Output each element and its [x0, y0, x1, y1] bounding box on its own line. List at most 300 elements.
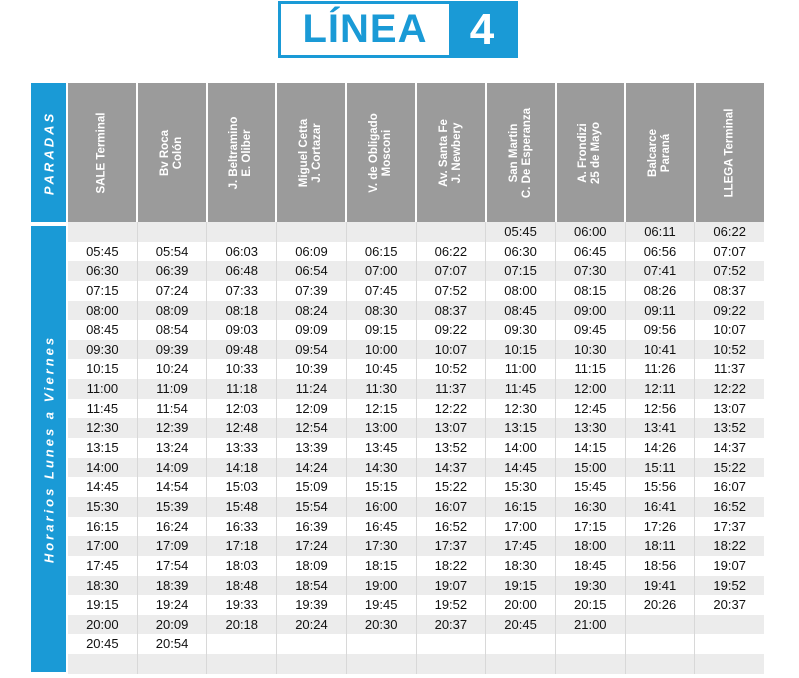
time-cell: 05:54: [138, 242, 208, 262]
time-cell: 09:48: [207, 340, 277, 360]
time-cell: 17:37: [417, 536, 487, 556]
table-row: [68, 359, 764, 379]
time-cell: 09:30: [486, 320, 556, 340]
time-cell: 14:00: [486, 438, 556, 458]
time-cell: 11:15: [556, 359, 626, 379]
time-cell: 15:30: [68, 497, 138, 517]
stop-name: [228, 116, 254, 189]
time-cell: 13:07: [713, 400, 746, 416]
time-cell: [626, 615, 696, 635]
time-cell: 17:45: [486, 536, 556, 556]
time-cell: 11:24: [277, 379, 347, 399]
stops-header: [68, 83, 764, 222]
time-cell: 11:37: [417, 379, 487, 399]
time-cell: 09:00: [556, 301, 626, 321]
stop-name-line: E. Oliber: [241, 128, 254, 177]
time-cell: 08:15: [556, 281, 626, 301]
time-cell: 10:45: [347, 359, 417, 379]
table-row: [68, 340, 764, 360]
time-cell: 07:41: [626, 261, 696, 281]
time-cell: 06:30: [486, 242, 556, 262]
time-cell: 12:54: [277, 418, 347, 438]
time-cell: 07:24: [138, 281, 208, 301]
time-cell: 19:15: [68, 595, 138, 615]
time-cell: 09:11: [626, 301, 696, 321]
stop-name: [95, 112, 108, 193]
time-cell: 13:15: [486, 418, 556, 438]
time-cell: 15:54: [277, 497, 347, 517]
time-cell: 20:37: [417, 615, 487, 635]
stop-name-line: Bv Roca: [158, 129, 171, 176]
time-cell: [207, 654, 277, 674]
time-cell: 12:11: [626, 379, 696, 399]
stop-name-line: LLEGA Terminal: [723, 108, 736, 197]
time-cell: 17:45: [68, 556, 138, 576]
stop-name-line: Paraná: [660, 133, 673, 172]
time-cell: 11:26: [626, 359, 696, 379]
time-cell: 11:45: [68, 399, 138, 419]
time-cell: 13:07: [417, 418, 487, 438]
time-cell: 09:22: [713, 302, 746, 318]
time-cell: 10:52: [417, 359, 487, 379]
time-cell: 07:07: [417, 261, 487, 281]
time-cell: 15:48: [207, 497, 277, 517]
time-cell: [626, 634, 696, 654]
time-cell: 12:22: [417, 399, 487, 419]
stops-label: PARADAS: [41, 110, 56, 195]
stop-name-line: 25 de Mayo: [590, 121, 603, 184]
time-cell: 18:48: [207, 576, 277, 596]
time-cell: 10:39: [277, 359, 347, 379]
time-cell: 19:39: [277, 595, 347, 615]
time-cell: 09:30: [68, 340, 138, 360]
time-cell: 17:26: [626, 517, 696, 537]
stop-name-line: Miguel Cetta: [298, 118, 311, 187]
time-cell: 20:15: [556, 595, 626, 615]
stop-name-line: Av. Santa Fe: [437, 118, 450, 187]
time-cell: 09:39: [138, 340, 208, 360]
time-cell: 16:52: [417, 517, 487, 537]
time-cell: 12:03: [207, 399, 277, 419]
time-cell: 16:07: [417, 497, 487, 517]
table-row: [68, 576, 764, 596]
time-cell: [695, 634, 764, 654]
time-cell: 18:09: [277, 556, 347, 576]
time-cell: 17:15: [556, 517, 626, 537]
time-cell: [556, 654, 626, 674]
time-cell: 14:26: [626, 438, 696, 458]
schedule-label: Horarios Lunes a Viernes: [41, 334, 56, 564]
time-cell: 12:45: [556, 399, 626, 419]
time-cell: 09:22: [417, 320, 487, 340]
time-cell: 20:09: [138, 615, 208, 635]
table-row: [68, 536, 764, 556]
time-cell: 10:07: [417, 340, 487, 360]
stop-name-line: San Martin: [507, 123, 520, 182]
table-row: [68, 281, 764, 301]
time-cell: 14:24: [277, 458, 347, 478]
stop-name: [577, 122, 603, 184]
time-cell: 12:39: [138, 418, 208, 438]
time-cell: 20:24: [277, 615, 347, 635]
time-cell: 19:45: [347, 595, 417, 615]
time-cell: 19:33: [207, 595, 277, 615]
time-cell: 13:45: [347, 438, 417, 458]
time-cell: 20:45: [68, 634, 138, 654]
table-row: [68, 477, 764, 497]
time-cell: 09:56: [626, 320, 696, 340]
time-cell: [626, 654, 696, 674]
time-cell: 12:30: [486, 399, 556, 419]
time-cell: [347, 634, 417, 654]
time-cell: 11:30: [347, 379, 417, 399]
time-cell: 12:00: [556, 379, 626, 399]
stop-name: [438, 119, 464, 187]
time-cell: 18:54: [277, 576, 347, 596]
time-cell: 17:00: [486, 517, 556, 537]
time-cell: 19:52: [713, 577, 746, 593]
time-cell: 08:37: [713, 282, 746, 298]
stop-header-7: [557, 83, 625, 222]
time-cell: 18:22: [417, 556, 487, 576]
table-row: [68, 261, 764, 281]
time-cell: 17:24: [277, 536, 347, 556]
time-cell: 20:37: [713, 597, 746, 613]
table-row: [68, 615, 764, 635]
time-cell: 19:30: [556, 576, 626, 596]
time-cell: 16:52: [713, 498, 746, 514]
time-cell: 18:22: [713, 538, 746, 554]
time-cell: [695, 615, 764, 635]
stop-name-line: SALE Terminal: [95, 112, 108, 193]
time-cell: 06:56: [626, 242, 696, 262]
time-cell: 09:54: [277, 340, 347, 360]
time-cell: 15:22: [417, 477, 487, 497]
stop-header-0: [68, 83, 136, 222]
time-cell: 07:39: [277, 281, 347, 301]
timetable: [68, 222, 764, 674]
table-row: [68, 301, 764, 321]
stop-name-line: J. Newbery: [450, 122, 463, 183]
time-cell: 06:39: [138, 261, 208, 281]
time-cell: 12:48: [207, 418, 277, 438]
table-row: [68, 595, 764, 615]
time-cell: 07:15: [68, 281, 138, 301]
time-cell: [417, 654, 487, 674]
time-cell: 07:33: [207, 281, 277, 301]
time-cell: 16:41: [626, 497, 696, 517]
time-cell: 11:09: [138, 379, 208, 399]
time-cell: 16:07: [713, 479, 746, 495]
time-cell: 16:15: [68, 517, 138, 537]
stop-name: [647, 129, 673, 177]
time-cell: 14:45: [486, 458, 556, 478]
time-cell: 18:56: [626, 556, 696, 576]
time-cell: 14:37: [417, 458, 487, 478]
time-cell: 15:09: [277, 477, 347, 497]
stop-header-3: [277, 83, 345, 222]
time-cell: 17:00: [68, 536, 138, 556]
title-word: LÍNEA: [302, 7, 428, 51]
time-cell: [486, 634, 556, 654]
time-cell: 15:22: [713, 459, 746, 475]
stop-name: [368, 113, 394, 192]
time-cell: 19:24: [138, 595, 208, 615]
time-cell: 06:45: [556, 242, 626, 262]
time-cell: 16:39: [277, 517, 347, 537]
stop-header-4: [347, 83, 415, 222]
time-cell: 12:30: [68, 418, 138, 438]
time-cell: 18:39: [138, 576, 208, 596]
time-cell: 14:09: [138, 458, 208, 478]
time-cell: 09:45: [556, 320, 626, 340]
time-cell: 08:09: [138, 301, 208, 321]
time-cell: 17:18: [207, 536, 277, 556]
time-cell: 20:26: [626, 595, 696, 615]
time-cell: [68, 222, 138, 242]
time-cell: 14:45: [68, 477, 138, 497]
time-cell: 08:37: [417, 301, 487, 321]
stop-name-line: Balcarce: [647, 128, 660, 177]
time-cell: [695, 654, 764, 674]
time-cell: [417, 634, 487, 654]
time-cell: 10:33: [207, 359, 277, 379]
time-cell: 10:52: [713, 341, 746, 357]
time-cell: [207, 222, 277, 242]
time-cell: 18:03: [207, 556, 277, 576]
time-cell: 14:54: [138, 477, 208, 497]
stop-name-line: A. Frondizi: [577, 122, 590, 183]
time-cell: [417, 222, 487, 242]
time-cell: 11:18: [207, 379, 277, 399]
stop-name-line: C. De Esperanza: [520, 107, 533, 198]
table-row: [68, 242, 764, 262]
time-cell: 13:33: [207, 438, 277, 458]
time-cell: 10:15: [486, 340, 556, 360]
time-cell: 06:09: [277, 242, 347, 262]
time-cell: 15:30: [486, 477, 556, 497]
stop-name-line: Mosconi: [381, 129, 394, 176]
time-cell: 06:15: [347, 242, 417, 262]
time-cell: 15:15: [347, 477, 417, 497]
time-cell: 11:00: [486, 359, 556, 379]
time-cell: 07:00: [347, 261, 417, 281]
time-cell: 10:41: [626, 340, 696, 360]
time-cell: 08:45: [68, 320, 138, 340]
time-cell: 18:30: [486, 556, 556, 576]
time-cell: 15:03: [207, 477, 277, 497]
time-cell: 18:11: [626, 536, 696, 556]
time-cell: [138, 654, 208, 674]
time-cell: 13:24: [138, 438, 208, 458]
time-cell: 07:15: [486, 261, 556, 281]
time-cell: 07:45: [347, 281, 417, 301]
time-cell: 16:45: [347, 517, 417, 537]
time-cell: 08:00: [486, 281, 556, 301]
time-cell: 15:56: [626, 477, 696, 497]
time-cell: 13:52: [417, 438, 487, 458]
time-cell: 06:30: [68, 261, 138, 281]
time-cell: 20:45: [486, 615, 556, 635]
time-cell: 05:45: [486, 222, 556, 242]
time-cell: 07:52: [417, 281, 487, 301]
table-row: [68, 320, 764, 340]
stop-name-line: J. Beltramino: [228, 116, 241, 189]
time-cell: 17:30: [347, 536, 417, 556]
time-cell: 18:45: [556, 556, 626, 576]
stop-header-2: [208, 83, 276, 222]
time-cell: 15:00: [556, 458, 626, 478]
table-row: [68, 379, 764, 399]
stop-name: [298, 118, 324, 186]
time-cell: 12:22: [713, 381, 746, 397]
time-cell: 06:22: [417, 242, 487, 262]
time-cell: [207, 634, 277, 654]
time-cell: 15:11: [626, 458, 696, 478]
time-cell: 20:18: [207, 615, 277, 635]
time-cell: 06:54: [277, 261, 347, 281]
time-cell: 06:11: [626, 222, 696, 242]
stop-name-line: Colón: [171, 136, 184, 169]
time-cell: 14:18: [207, 458, 277, 478]
time-cell: 12:15: [347, 399, 417, 419]
table-row: [68, 438, 764, 458]
time-cell: 20:30: [347, 615, 417, 635]
time-cell: [347, 654, 417, 674]
time-cell: 16:33: [207, 517, 277, 537]
time-cell: 15:45: [556, 477, 626, 497]
time-cell: 17:09: [138, 536, 208, 556]
table-row: [68, 458, 764, 478]
time-cell: 10:15: [68, 359, 138, 379]
table-row: [68, 497, 764, 517]
time-cell: 17:37: [713, 518, 746, 534]
time-cell: 13:52: [713, 420, 746, 436]
time-cell: 08:30: [347, 301, 417, 321]
time-cell: [556, 634, 626, 654]
line-title: [278, 1, 518, 58]
time-cell: 09:09: [277, 320, 347, 340]
time-cell: [277, 222, 347, 242]
table-row: [68, 517, 764, 537]
time-cell: 18:00: [556, 536, 626, 556]
time-cell: 20:00: [486, 595, 556, 615]
time-cell: 16:24: [138, 517, 208, 537]
time-cell: 19:15: [486, 576, 556, 596]
time-cell: 16:30: [556, 497, 626, 517]
time-cell: 05:45: [68, 242, 138, 262]
time-cell: 10:24: [138, 359, 208, 379]
time-cell: 16:15: [486, 497, 556, 517]
time-cell: 08:26: [626, 281, 696, 301]
table-row: [68, 399, 764, 419]
time-cell: 17:54: [138, 556, 208, 576]
stop-header-9: [696, 83, 764, 222]
time-cell: 07:07: [713, 243, 746, 259]
time-cell: 13:41: [626, 418, 696, 438]
time-cell: 13:15: [68, 438, 138, 458]
stop-name-line: V. de Obligado: [368, 112, 381, 193]
time-cell: 19:00: [347, 576, 417, 596]
time-cell: 07:30: [556, 261, 626, 281]
time-cell: 14:30: [347, 458, 417, 478]
time-cell: 13:30: [556, 418, 626, 438]
stop-name: [724, 108, 737, 197]
time-cell: 11:37: [713, 361, 746, 377]
time-cell: 18:15: [347, 556, 417, 576]
time-cell: 08:24: [277, 301, 347, 321]
table-row: [68, 418, 764, 438]
stops-side-label: [31, 83, 66, 222]
time-cell: 11:54: [138, 399, 208, 419]
time-cell: 14:15: [556, 438, 626, 458]
time-cell: [68, 654, 138, 674]
time-cell: 10:07: [713, 322, 746, 338]
table-row: [68, 634, 764, 654]
time-cell: 20:00: [68, 615, 138, 635]
time-cell: 08:45: [486, 301, 556, 321]
time-cell: 14:00: [68, 458, 138, 478]
table-row: [68, 222, 764, 242]
schedule-side-label: [31, 226, 66, 672]
time-cell: [138, 222, 208, 242]
time-cell: 07:52: [713, 263, 746, 279]
table-row: [68, 556, 764, 576]
time-cell: 18:30: [68, 576, 138, 596]
time-cell: 21:00: [556, 615, 626, 635]
time-cell: 19:07: [713, 557, 746, 573]
time-cell: [347, 222, 417, 242]
time-cell: 15:39: [138, 497, 208, 517]
time-cell: 19:41: [626, 576, 696, 596]
time-cell: 06:00: [556, 222, 626, 242]
stop-name: [159, 129, 185, 175]
line-number: 4: [449, 4, 515, 55]
time-cell: 11:00: [68, 379, 138, 399]
stop-name-line: J. Cortazar: [311, 122, 324, 183]
time-cell: 09:15: [347, 320, 417, 340]
stop-header-6: [487, 83, 555, 222]
time-cell: 12:09: [277, 399, 347, 419]
time-cell: 13:00: [347, 418, 417, 438]
time-cell: 09:03: [207, 320, 277, 340]
time-cell: 14:37: [713, 440, 746, 456]
time-cell: 08:00: [68, 301, 138, 321]
time-cell: 13:39: [277, 438, 347, 458]
time-cell: 20:54: [138, 634, 208, 654]
time-cell: 12:56: [626, 399, 696, 419]
time-cell: 06:22: [713, 224, 746, 239]
table-row: [68, 654, 764, 674]
time-cell: [277, 634, 347, 654]
time-cell: 08:54: [138, 320, 208, 340]
stop-header-8: [626, 83, 694, 222]
stop-name: [508, 107, 534, 197]
time-cell: [277, 654, 347, 674]
time-cell: 08:18: [207, 301, 277, 321]
time-cell: 10:00: [347, 340, 417, 360]
stop-header-1: [138, 83, 206, 222]
time-cell: 16:00: [347, 497, 417, 517]
time-cell: 10:30: [556, 340, 626, 360]
time-cell: 06:48: [207, 261, 277, 281]
time-cell: 19:52: [417, 595, 487, 615]
time-cell: 11:45: [486, 379, 556, 399]
time-cell: 19:07: [417, 576, 487, 596]
time-cell: 06:03: [207, 242, 277, 262]
stop-header-5: [417, 83, 485, 222]
time-cell: [486, 654, 556, 674]
